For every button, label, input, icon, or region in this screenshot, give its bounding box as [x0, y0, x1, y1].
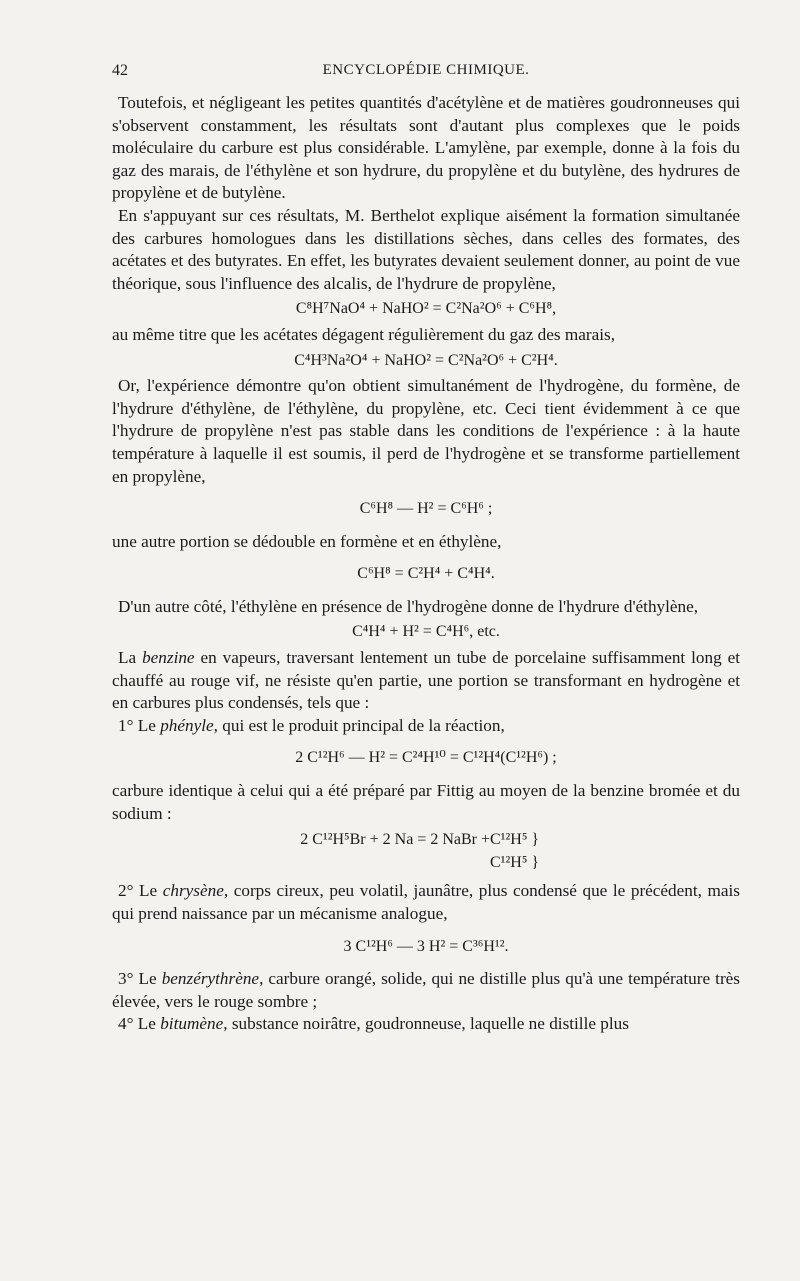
chemical-equation: C⁶H⁸ = C²H⁴ + C⁴H⁴.	[357, 565, 495, 583]
equation-left: 2 C¹²H⁵Br + 2 Na = 2 NaBr +	[300, 831, 490, 849]
page-header	[112, 62, 740, 86]
text-run: La	[118, 648, 143, 668]
paragraph	[112, 715, 740, 738]
text-run: , carbure orangé, solide, qui ne distille plus qu'à une température très élevée, vers le rouge sombre ;	[112, 969, 740, 1011]
chemical-equation: C⁴H⁴ + H² = C⁴H⁶, etc.	[352, 623, 500, 641]
equation-stack-bottom: C¹²H⁵ }	[490, 853, 540, 871]
paragraph	[112, 880, 740, 925]
paragraph	[112, 647, 740, 715]
page-number: 42	[112, 62, 128, 79]
paragraph	[112, 1013, 740, 1036]
paragraph: au même titre que les acétates dégagent régulièrement du gaz des marais,	[112, 324, 615, 344]
chemical-equation	[112, 829, 740, 874]
text-run: , qui est le produit principal de la réaction,	[213, 715, 505, 735]
chemical-equation: C⁴H³Na²O⁴ + NaHO² = C²Na²O⁶ + C²H⁴.	[294, 351, 558, 369]
paragraph: Toutefois, et négligeant les petites quantités d'acétylène et de matières goudronneuses qui s'observent constamment, les résultats sont d'autant plus complexes que le poids moléculaire du carbure est plus considérable. L'amylène, par exemple, donne à la fois du gaz des marais, de l'éthylène et son hydrure, du propylène et du butylène, des hydrures de propylène et de butylène.	[112, 93, 740, 203]
emphasis-term: bitumène	[160, 1014, 224, 1034]
text-run: 1° Le	[118, 715, 161, 735]
text-run: en vapeurs, traversant lentement un tube de porcelaine suffisamment long et chauffé au rouge vif, ne résiste qu'en partie, une portion se transformant en hydrogène et en carbures plus condensés, tels que :	[112, 648, 740, 713]
equation-stack-top: C¹²H⁵ }	[490, 831, 540, 849]
text-run: 2° Le	[118, 881, 163, 901]
chemical-equation: 2 C¹²H⁶ — H² = C²⁴H¹⁰ = C¹²H⁴(C¹²H⁶) ;	[295, 749, 557, 767]
paragraph: En s'appuyant sur ces résultats, M. Berthelot explique aisément la formation simultanée des carbures homologues dans les distillations sèches, dans celles des formates, des acétates et des butyrates. En effet, les butyrates devaient seulement donner, au point de vue théorique, sous l'influence des alcalis, de l'hydrure de propylène,	[112, 205, 740, 293]
emphasis-term: benzérythrène	[161, 969, 260, 989]
chemical-equation: C⁸H⁷NaO⁴ + NaHO² = C²Na²O⁶ + C⁶H⁸,	[295, 300, 557, 318]
paragraph: carbure identique à celui qui a été préparé par Fittig au moyen de la benzine bromée et du sodium :	[112, 781, 740, 823]
emphasis-term: benzine	[142, 648, 195, 668]
running-title: ENCYCLOPÉDIE CHIMIQUE.	[322, 62, 530, 78]
text-run: 4° Le	[118, 1014, 161, 1034]
paragraph: D'un autre côté, l'éthylène en présence de l'hydrogène donne de l'hydrure d'éthylène,	[118, 596, 699, 616]
text-run: , corps cireux, peu volatil, jaunâtre, plus condensé que le précédent, mais qui prend naissance par un mécanisme analogue,	[112, 881, 740, 923]
paragraph: une autre portion se dédouble en formène et en éthylène,	[112, 531, 502, 551]
paragraph	[112, 968, 740, 1013]
emphasis-term: phényle	[160, 715, 214, 735]
page-body	[112, 92, 740, 1036]
emphasis-term: chrysène	[162, 881, 224, 901]
chemical-equation: C⁶H⁸ — H² = C⁶H⁶ ;	[359, 500, 493, 518]
paragraph: Or, l'expérience démontre qu'on obtient simultanément de l'hydrogène, du formène, de l'hydrure d'éthylène, de l'éthylène, du propylène, etc. Ceci tient évidemment à ce que l'hydrure de propylène n'est pas stable dans les conditions de l'expérience : à la haute température à laquelle il est soumis, il perd de l'hydrogène et se transforme partiellement en propylène,	[112, 376, 740, 486]
chemical-equation: 3 C¹²H⁶ — 3 H² = C³⁶H¹².	[343, 937, 509, 955]
text-run: , substance noirâtre, goudronneuse, laquelle ne distille plus	[223, 1014, 629, 1034]
text-run: 3° Le	[118, 969, 162, 989]
